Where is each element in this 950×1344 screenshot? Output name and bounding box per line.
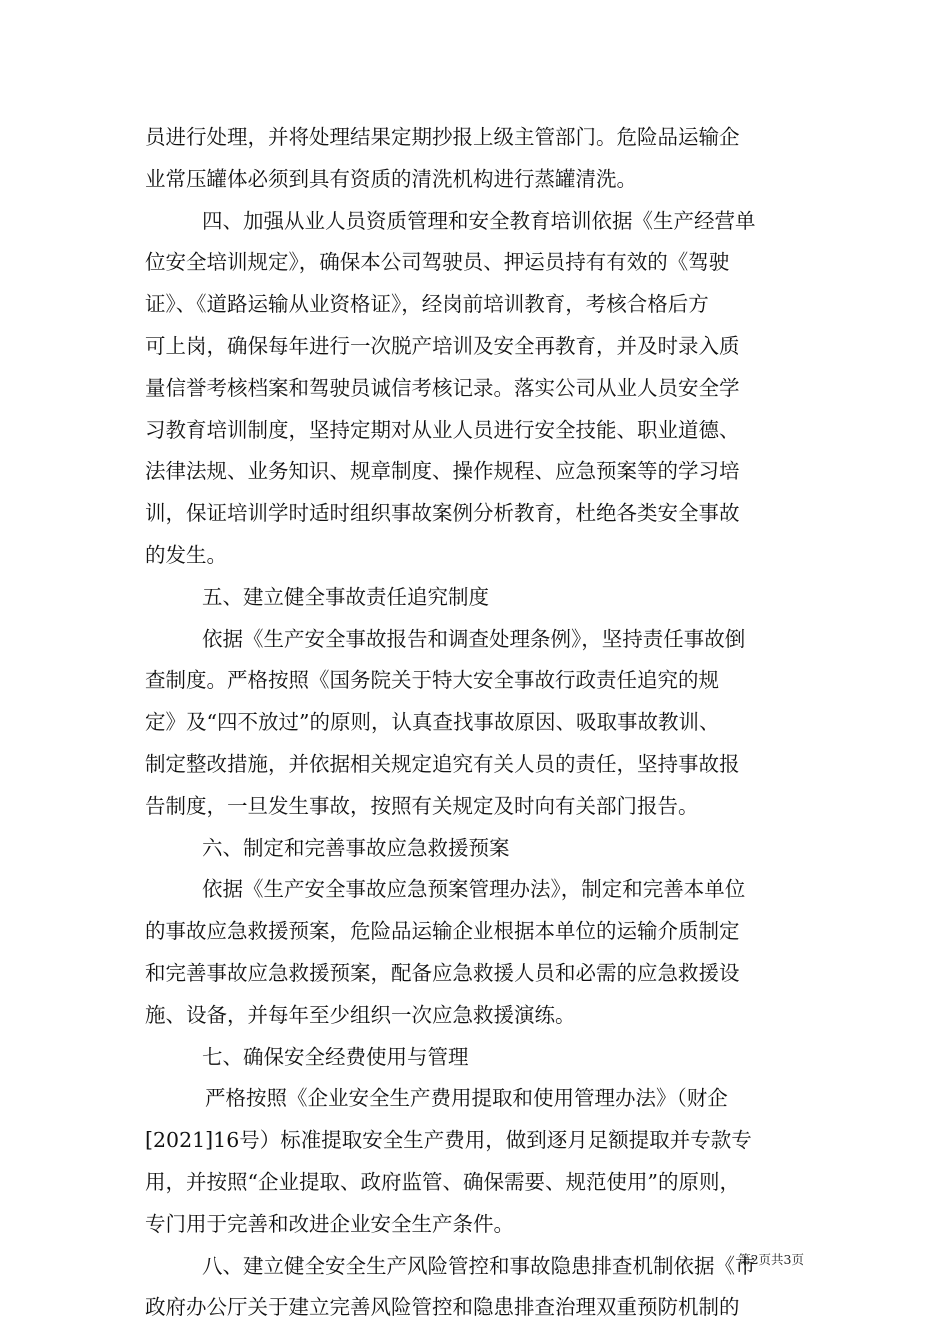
text-line: 位安全培训规定》，确保本公司驾驶员、押运员持有有效的《驾驶 (145, 250, 730, 275)
text-line: 查制度。严格按照《国务院关于特大安全事故行政责任追究的规 (145, 668, 719, 693)
text-line: 业常压罐体必须到具有资质的清洗机构进行蒸罐清洗。 (145, 166, 637, 191)
text-line: 依据《生产安全事故应急预案管理办法》，制定和完善本单位 (202, 877, 746, 902)
text-line: 训，保证培训学时适时组织事故案例分析教育，杜绝各类安全事故 (145, 501, 740, 526)
text-line: [2021]16号）标准提取安全生产费用，做到逐月足额提取并专款专 (145, 1128, 752, 1153)
text-line: 和完善事故应急救援预案，配备应急救援人员和必需的应急救援设 (145, 960, 740, 985)
text-line: 施、设备，并每年至少组织一次应急救援演练。 (145, 1002, 576, 1027)
page-number: 第2页共3页 (738, 1252, 804, 1267)
section-heading-4: 四、加强从业人员资质管理和安全教育培训依据《生产经营单 (202, 208, 756, 233)
document-body (145, 117, 845, 1329)
text-line: 专门用于完善和改进企业安全生产条件。 (145, 1211, 514, 1236)
text-line: 依据《生产安全事故报告和调查处理条例》，坚持责任事故倒 (202, 626, 746, 651)
text-line: 政府办公厅关于建立完善风险管控和隐患排查治理双重预防机制的 (145, 1295, 740, 1320)
section-heading-5: 五、建立健全事故责任追究制度 (202, 584, 489, 609)
text-line: 定》及“四不放过”的原则，认真查找事故原因、吸取事故教训、 (145, 710, 720, 735)
text-line: 法律法规、业务知识、规章制度、操作规程、应急预案等的学习培 (145, 459, 740, 484)
text-line: 员进行处理，并将处理结果定期抄报上级主管部门。危险品运输企 (145, 125, 740, 149)
text-line: 制定整改措施，并依据相关规定追究有关人员的责任，坚持事故报 (145, 751, 740, 776)
text-line: 可上岗，确保每年进行一次脱产培训及安全再教育，并及时录入质 (145, 333, 740, 358)
text-line: 用，并按照“企业提取、政府监管、确保需要、规范使用”的原则， (145, 1169, 740, 1194)
text-line: 告制度，一旦发生事故，按照有关规定及时向有关部门报告。 (145, 793, 699, 818)
section-heading-6: 六、制定和完善事故应急救援预案 (202, 835, 510, 860)
section-heading-7: 七、确保安全经费使用与管理 (202, 1044, 469, 1069)
text-line: 量信誉考核档案和驾驶员诚信考核记录。落实公司从业人员安全学 (145, 375, 740, 400)
section-heading-8: 八、建立健全安全生产风险管控和事故隐患排查机制依据《市 (202, 1253, 756, 1278)
text-line: 的事故应急救援预案，危险品运输企业根据本单位的运输介质制定 (145, 919, 740, 944)
text-line: 习教育培训制度，坚持定期对从业人员进行安全技能、职业道德、 (145, 417, 740, 442)
text-line: 的发生。 (145, 542, 227, 567)
text-line: 证》、《道路运输从业资格证》，经岗前培训教育，考核合格后方 (145, 292, 709, 317)
text-line: 严格按照《企业安全生产费用提取和使用管理办法》（财企 (205, 1086, 728, 1111)
